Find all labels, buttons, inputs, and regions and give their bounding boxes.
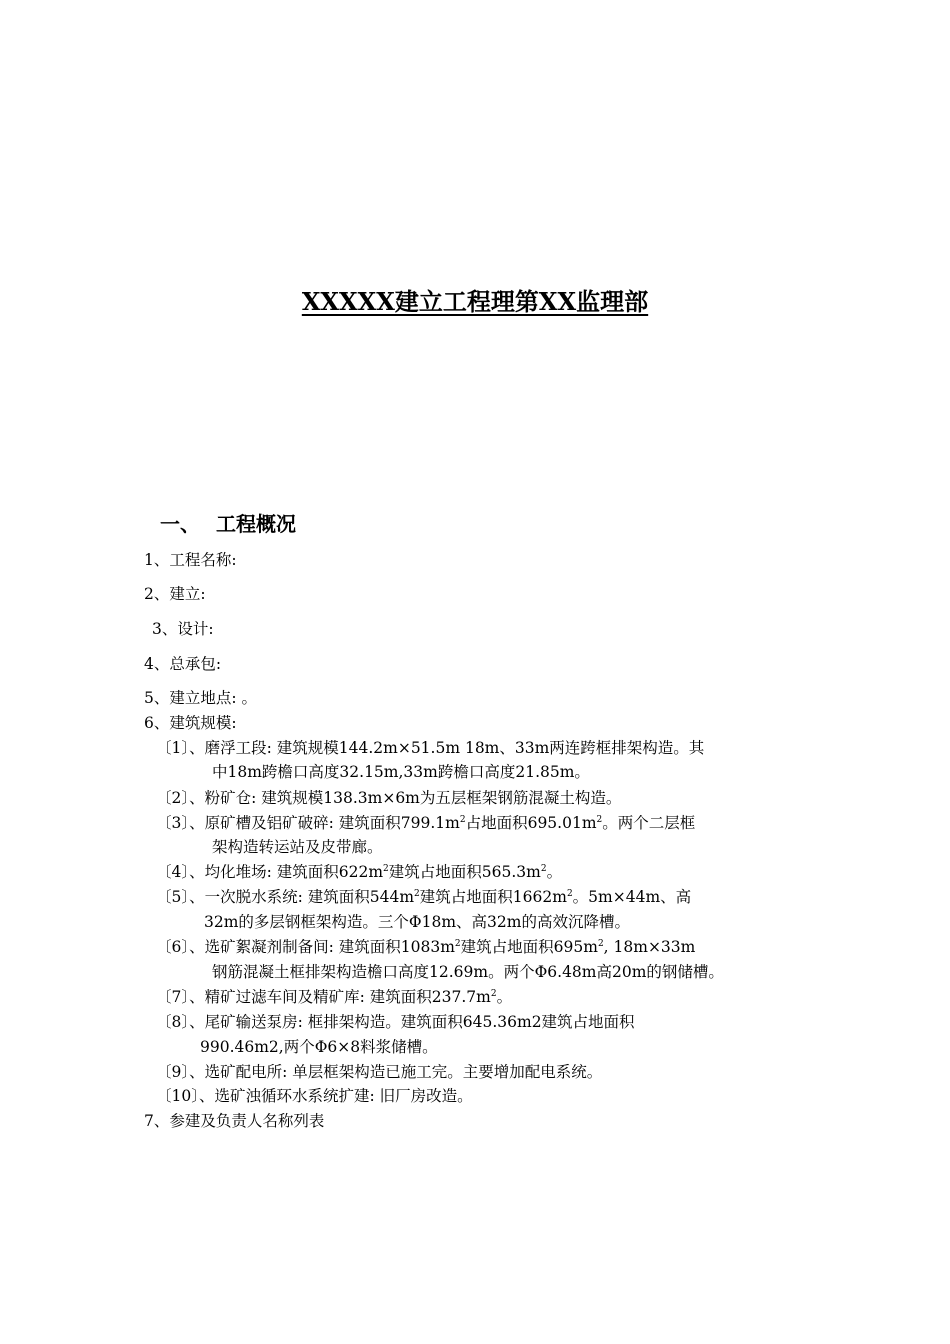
superscript: 2 (540, 864, 547, 874)
text-run: 建筑占地面积565.3m (388, 863, 541, 881)
text-run: 。两个二层框 (602, 814, 696, 832)
superscript: 2 (597, 939, 604, 949)
text-run: 建筑占地面积695m (460, 938, 598, 956)
text-run: 〔5〕、一次脱水系统: 建筑面积544m (156, 888, 415, 906)
text-run: 〔7〕、精矿过滤车间及精矿库: 建筑面积237.7m (156, 988, 491, 1006)
superscript: 2 (459, 815, 466, 825)
scale-item-7 (156, 985, 512, 1009)
section-title: 工程概况 (216, 512, 296, 536)
section-heading (160, 508, 296, 537)
text-run: 占地面积695.01m (465, 814, 597, 832)
scale-item-4 (156, 860, 562, 884)
text-run: 建筑占地面积1662m (419, 888, 567, 906)
text-run: 。 (546, 863, 563, 881)
text-run: 〔3〕、原矿槽及铝矿破碎: 建筑面积799.1m (156, 814, 460, 832)
item-project-name: 1、工程名称: (144, 551, 237, 569)
item-location: 5、建立地点: 。 (144, 689, 258, 707)
superscript: 2 (566, 889, 573, 899)
item-general-contractor: 4、总承包: (144, 655, 222, 673)
scale-item-9: 〔9〕、选矿配电所: 单层框架构造已施工完。主要增加配电系统。 (156, 1063, 603, 1081)
item-building-scale: 6、建筑规模: (144, 714, 237, 732)
scale-item-1-line-1: 〔1〕、磨浮工段: 建筑规模144.2m×51.5m 18m、33m两连跨框排架构造。其 (156, 739, 705, 757)
scale-item-6-line-1 (156, 935, 695, 959)
text-run: , 18m×33m (603, 938, 696, 956)
section-number: 一、 (160, 512, 200, 536)
superscript: 2 (490, 989, 497, 999)
scale-item-5-line-1 (156, 885, 691, 909)
text-run: 〔6〕、选矿絮凝剂制备间: 建筑面积1083m (156, 938, 455, 956)
item-design: 3、设计: (152, 620, 214, 638)
text-run: 。 (496, 988, 513, 1006)
superscript: 2 (454, 939, 461, 949)
scale-item-8-line-1: 〔8〕、尾矿输送泵房: 框排架构造。建筑面积645.36m2建筑占地面积 (156, 1013, 635, 1031)
scale-item-10: 〔10〕、选矿浊循环水系统扩建: 旧厂房改造。 (156, 1087, 473, 1105)
scale-item-1-line-2: 中18m跨檐口高度32.15m,33m跨檐口高度21.85m。 (212, 763, 590, 781)
item-construction: 2、建立: (144, 585, 206, 603)
scale-item-3-line-2: 架构造转运站及皮带廊。 (212, 838, 383, 856)
item-participants-list: 7、参建及负责人名称列表 (144, 1112, 325, 1130)
scale-item-6-line-2: 钢筋混凝土框排架构造檐口高度12.69m。两个Φ6.48m高20m的钢储槽。 (212, 963, 724, 981)
text-run: 。5m×44m、高 (572, 888, 692, 906)
scale-item-2: 〔2〕、粉矿仓: 建筑规模138.3m×6m为五层框架钢筋混凝土构造。 (156, 789, 622, 807)
superscript: 2 (383, 864, 389, 874)
scale-item-3-line-1 (156, 811, 695, 835)
scale-item-5-line-2: 32m的多层钢框架构造。三个Φ18m、高32m的高效沉降槽。 (204, 913, 630, 931)
document-title: XXXXX建立工程理第XX监理部 (301, 287, 649, 316)
superscript: 2 (414, 889, 420, 899)
scale-item-8-line-2: 990.46m2,两个Φ6×8料浆储槽。 (200, 1038, 438, 1056)
superscript: 2 (596, 815, 603, 825)
text-run: 〔4〕、均化堆场: 建筑面积622m (156, 863, 384, 881)
